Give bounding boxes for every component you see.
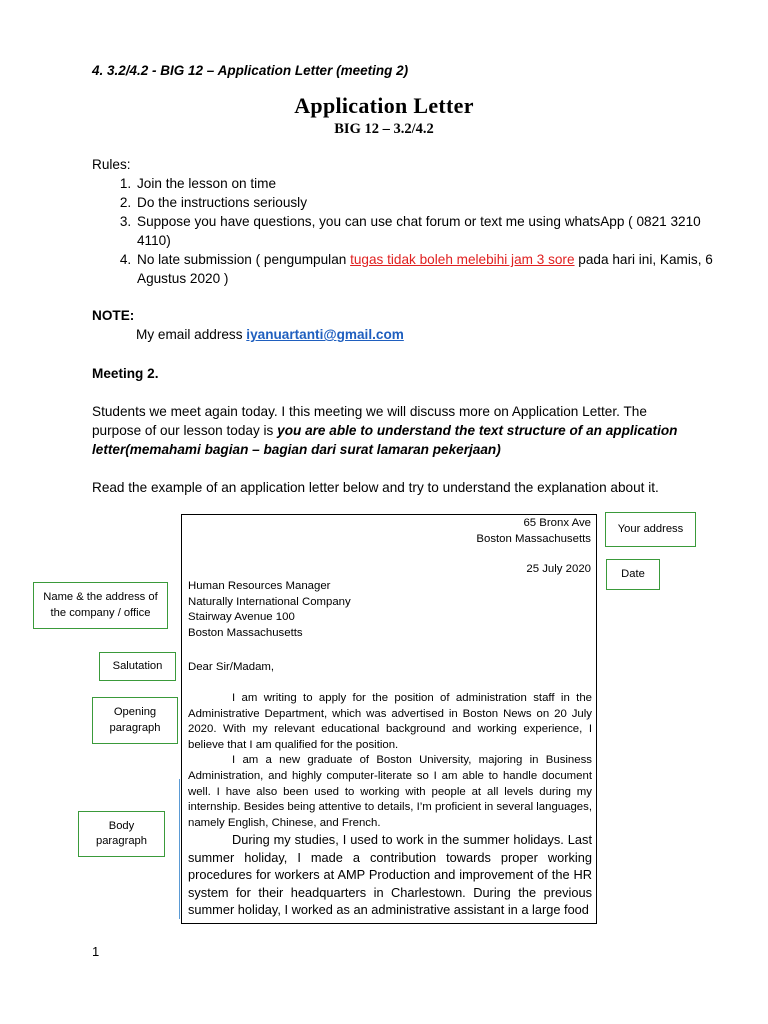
rule-text: No late submission ( pengumpulan [137, 252, 351, 267]
email-link[interactable]: iyanuartanti@gmail.com [246, 327, 404, 342]
label-body-paragraph: Body paragraph [78, 811, 165, 857]
page-subtitle: BIG 12 – 3.2/4.2 [334, 121, 434, 137]
label-date: Date [606, 559, 660, 590]
recipient-line: Naturally International Company [188, 595, 351, 608]
example-letter [181, 514, 597, 924]
rule-item [135, 250, 715, 288]
opening-paragraph: I am writing to apply for the position of administration staff in the Administrative Department, which was advertised in Boston News on 20 July 2020. With my relevant educational background and working experience, I believe that I am qualified for the position. [188, 692, 592, 751]
rules-list [92, 174, 715, 288]
recipient-line: Stairway Avenue 100 [188, 611, 295, 624]
label-your-address: Your address [605, 512, 696, 547]
address-line: Boston Massachusetts [476, 532, 591, 545]
label-opening-paragraph: Opening paragraph [92, 697, 178, 744]
rule-item [135, 193, 715, 212]
rule-text: Join the lesson on time [137, 176, 277, 191]
read-instruction: Read the example of an application letter below and try to understand the explanation about it. [92, 480, 659, 495]
letter-date: 25 July 2020 [526, 563, 591, 575]
page-number: 1 [92, 944, 100, 959]
letter-body [188, 691, 592, 919]
intro-paragraph [92, 402, 682, 459]
label-company-address: Name & the address of the company / office [33, 582, 168, 629]
intro-emphasis: you are able to understand the text structure of an application letter(memahami bagian – bagian dari surat lamaran pekerjaan) [92, 423, 678, 457]
address-line: 65 Bronx Ave [523, 517, 591, 529]
rules-label: Rules: [92, 157, 131, 172]
label-salutation: Salutation [99, 652, 176, 681]
page-title: Application Letter [294, 93, 474, 118]
body-paragraph: During my studies, I used to work in the summer holidays. Last summer holiday, I made a contribution towards proper working procedures for workers at AMP Production and improvement of the HR system for their headquarters in Charlestown. During the previous summer holiday, I worked as an administrative assistant in a large food [188, 832, 592, 918]
body-bracket [179, 779, 180, 919]
intro-text: Students we meet again today. I this meeting we will discuss more on Application Letter. The purpose of our lesson today is [92, 404, 647, 438]
email-line [136, 325, 404, 344]
document-header: 4. 3.2/4.2 - BIG 12 – Application Letter (meeting 2) [92, 63, 409, 78]
rule-text: Suppose you have questions, you can use chat forum or text me using whatsApp ( 0821 3210 4110) [137, 214, 701, 248]
rule-item [135, 174, 715, 193]
body-paragraph: I am a new graduate of Boston University, majoring in Business Administration, and highly computer-literate so I am able to handle document well. I have also been used to working with people at all levels during my internship. Besides being attentive to details, I’m proficient in several languages, namely English, Chinese, and French. [188, 754, 592, 829]
rule-text: pada hari ini, Kamis, 6 Agustus 2020 ) [137, 252, 713, 286]
deadline-highlight: tugas tidak boleh melebihi jam 3 sore [350, 252, 575, 267]
meeting-heading: Meeting 2. [92, 366, 159, 381]
note-label: NOTE: [92, 308, 135, 323]
sender-address [476, 516, 591, 547]
recipient-line: Human Resources Manager [188, 580, 331, 592]
recipient-address [188, 579, 351, 641]
rule-text: Do the instructions seriously [137, 195, 307, 210]
letter-salutation: Dear Sir/Madam, [188, 661, 275, 673]
email-prefix: My email address [136, 327, 247, 342]
recipient-line: Boston Massachusetts [188, 626, 303, 639]
rule-item [135, 212, 715, 250]
